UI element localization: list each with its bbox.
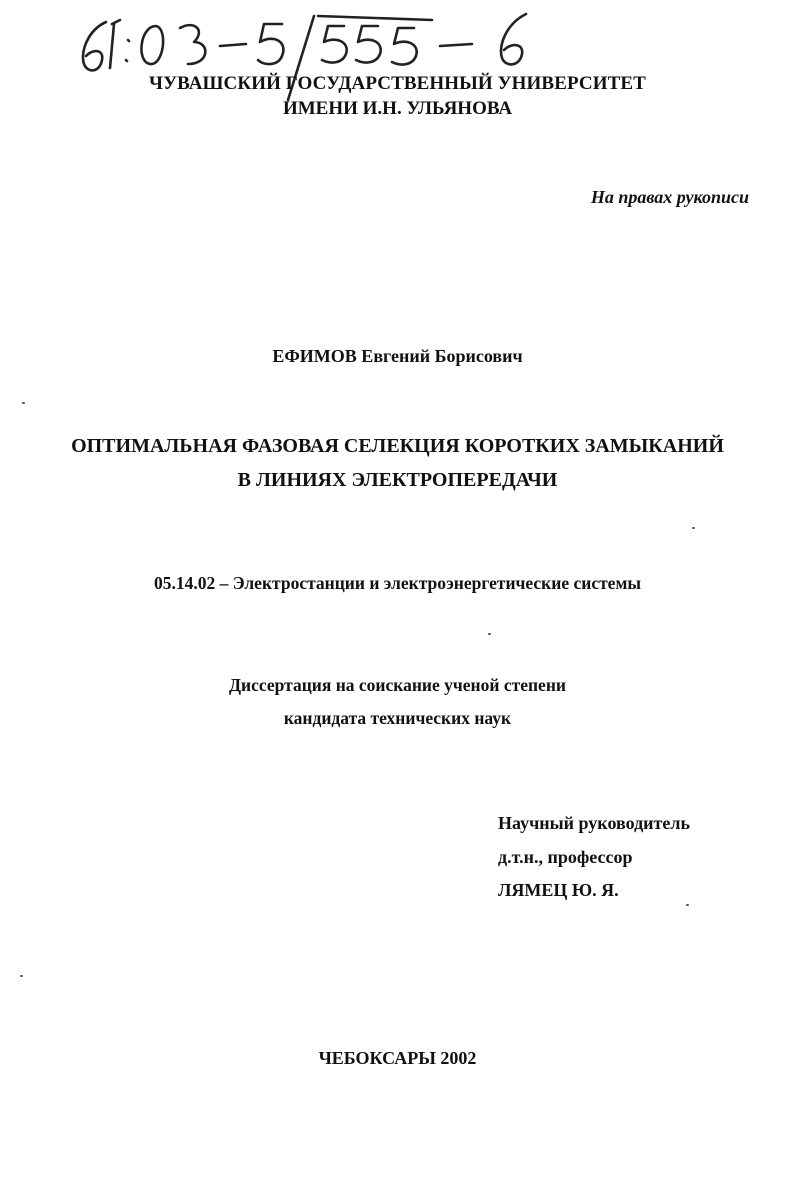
- supervisor-title: д.т.н., профессор: [498, 847, 633, 867]
- supervisor-role: Научный руководитель: [498, 813, 690, 833]
- university-name-line-1: ЧУВАШСКИЙ ГОСУДАРСТВЕННЫЙ УНИВЕРСИТЕТ: [149, 73, 646, 94]
- supervisor-name: ЛЯМЕЦ Ю. Я.: [498, 880, 619, 900]
- handwritten-archive-code-drawing: [60, 2, 560, 112]
- scan-speck: [686, 904, 689, 906]
- rights-note: На правах рукописи: [590, 187, 749, 207]
- dissertation-title-line-1: ОПТИМАЛЬНАЯ ФАЗОВАЯ СЕЛЕКЦИЯ КОРОТКИХ ЗАМЫКАНИЙ: [71, 435, 724, 457]
- scan-speck: [488, 633, 491, 635]
- handwritten-archive-code: [60, 2, 560, 112]
- dissertation-title-line-2: В ЛИНИЯХ ЭЛЕКТРОПЕРЕДАЧИ: [237, 469, 558, 491]
- specialty-code: 05.14.02 – Электростанции и электроэнергетические системы: [153, 573, 642, 593]
- scan-speck: [22, 402, 25, 404]
- scan-speck: [20, 975, 23, 977]
- university-name-line-2: ИМЕНИ И.Н. УЛЬЯНОВА: [282, 98, 513, 119]
- degree-line-2: кандидата технических наук: [283, 708, 512, 728]
- scan-speck: [692, 527, 695, 529]
- degree-line-1: Диссертация на соискание ученой степени: [229, 675, 566, 695]
- author-name: ЕФИМОВ Евгений Борисович: [272, 346, 523, 366]
- city-and-year: ЧЕБОКСАРЫ 2002: [318, 1048, 477, 1068]
